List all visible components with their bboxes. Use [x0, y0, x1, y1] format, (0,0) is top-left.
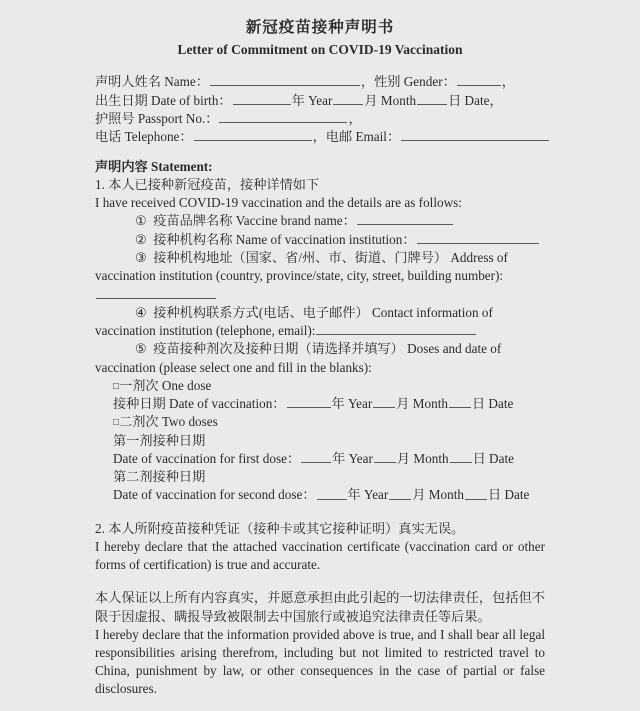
dob-year-input[interactable]	[233, 92, 291, 105]
one-dose-day-input[interactable]	[449, 395, 471, 408]
email-input[interactable]	[401, 128, 549, 141]
two-dose-option[interactable]	[95, 413, 545, 431]
name-label: 声明人姓名 Name：	[95, 74, 209, 90]
email-label: 电邮 Email：	[325, 129, 401, 145]
institution-name-input[interactable]	[417, 231, 539, 244]
detail-item-3-label-chinese: 接种机构地址（国家、省/州、市、街道、门牌号）	[153, 249, 448, 265]
declaration-chinese: 本人保证以上所有内容真实，并愿意承担由此引起的一切法律责任，包括但不限于因虚报、瞒报导致被限制去中国旅行或被追究法律责任等后果。	[95, 590, 545, 624]
detail-item-3-label-english-part2: vaccination institution (country, province/state, city, street, building number):	[95, 268, 504, 284]
detail-item-5-label-chinese: 疫苗接种剂次及接种日期（请选择并填写）	[153, 341, 404, 357]
second-dose-month-unit: 月 Month	[412, 487, 464, 503]
gender-separator: ，	[501, 74, 515, 90]
one-dose-month-unit: 月 Month	[396, 396, 448, 412]
institution-contact-input[interactable]	[316, 322, 476, 335]
detail-item-4-continuation	[95, 322, 545, 340]
detail-item-2-label: 接种机构名称 Name of vaccination institution：	[153, 231, 416, 247]
declaration-english: I hereby declare that the information provided above is true, and I shall bear all legal responsibilities arising therefrom, including but not limited to restricted travel to China, punishment by law, or other consequences in the case of partial or false disclosures.	[95, 626, 545, 697]
page-title-english: Letter of Commitment on COVID-19 Vaccination	[177, 41, 463, 57]
second-dose-date-label: Date of vaccination for second dose：	[113, 487, 316, 503]
page-title-chinese: 新冠疫苗接种声明书	[245, 19, 395, 36]
telephone-label: 电话 Telephone：	[95, 129, 193, 145]
one-dose-label: 一剂次 One dose	[119, 377, 212, 393]
second-dose-day-unit: 日 Date	[487, 487, 530, 503]
detail-item-1	[95, 212, 545, 230]
detail-item-3-continuation	[95, 267, 545, 285]
detail-item-3-label-english-part1: Address of	[450, 249, 508, 265]
second-dose-day-input[interactable]	[465, 486, 487, 499]
one-dose-option[interactable]	[95, 377, 545, 395]
institution-address-input[interactable]	[96, 285, 216, 298]
vaccine-brand-name-input[interactable]	[357, 212, 453, 225]
first-dose-day-input[interactable]	[450, 450, 472, 463]
gender-input[interactable]	[457, 73, 501, 86]
field-row-date-of-birth	[95, 92, 545, 110]
name-input[interactable]	[210, 73, 360, 86]
dob-month-input[interactable]	[333, 92, 363, 105]
detail-item-1-label: 疫苗品牌名称 Vaccine brand name：	[153, 213, 356, 229]
detail-item-5-label-english-part2: vaccination (please select one and fill in the blanks):	[95, 359, 372, 375]
dob-day-input[interactable]	[417, 92, 447, 105]
one-dose-day-unit: 日 Date	[471, 396, 514, 412]
statement-item-2-chinese: 2. 本人所附疫苗接种凭证（接种卡或其它接种证明）真实无误。	[95, 520, 465, 536]
detail-item-3-blank-row	[95, 285, 545, 303]
statement-item-2-english: I hereby declare that the attached vaccination certificate (vaccination card or other forms of certification) is true and accurate.	[95, 538, 545, 573]
two-dose-label: 二剂次 Two doses	[119, 414, 218, 430]
second-dose-year-unit: 年 Year	[347, 487, 389, 503]
field-row-telephone-email	[95, 128, 545, 146]
statement-item-1-english: I have received COVID-19 vaccination and the details are as follows:	[95, 195, 462, 211]
statement-item-1-chinese: 1. 本人已接种新冠疫苗，接种详情如下	[95, 176, 320, 192]
dob-year-unit: 年 Year	[291, 92, 333, 108]
first-dose-month-unit: 月 Month	[396, 450, 449, 466]
passport-input[interactable]	[219, 110, 347, 123]
detail-item-3	[95, 249, 545, 267]
detail-item-4-label-english-part1: Contact information of	[371, 304, 493, 320]
dob-label: 出生日期 Date of birth：	[95, 92, 232, 108]
passport-separator: ，	[348, 111, 362, 126]
first-dose-year-input[interactable]	[301, 450, 331, 463]
first-dose-month-input[interactable]	[374, 450, 396, 463]
detail-item-5	[95, 340, 545, 358]
one-dose-date-row	[95, 395, 545, 413]
circled-number-2-icon: ②	[135, 231, 147, 247]
circled-number-4-icon: ④	[135, 304, 147, 320]
circled-number-1-icon: ①	[135, 213, 147, 229]
dob-separator: ，	[489, 92, 503, 108]
detail-item-4	[95, 304, 545, 322]
name-separator: ，	[360, 74, 375, 90]
statement-heading: 声明内容 Statement:	[95, 158, 213, 174]
telephone-separator: ，	[312, 129, 326, 145]
detail-item-4-label-chinese: 接种机构联系方式(电话、电子邮件）	[153, 304, 369, 320]
detail-item-4-label-english-part2: vaccination institution (telephone, email):	[95, 323, 316, 339]
two-dose-checkbox[interactable]: □	[113, 417, 120, 429]
field-row-name-gender	[95, 73, 545, 91]
gender-label: 性别 Gender：	[374, 74, 456, 90]
one-dose-year-unit: 年 Year	[331, 396, 373, 412]
second-dose-month-input[interactable]	[389, 486, 411, 499]
one-dose-checkbox[interactable]: □	[113, 380, 120, 392]
detail-item-5-label-english-part1: Doses and date of	[407, 341, 502, 357]
first-dose-date-row	[95, 450, 545, 468]
one-dose-month-input[interactable]	[373, 395, 395, 408]
first-dose-day-unit: 日 Date	[472, 450, 514, 466]
circled-number-3-icon: ③	[135, 249, 147, 265]
one-dose-date-label: 接种日期 Date of vaccination：	[113, 396, 286, 412]
detail-item-2	[95, 231, 545, 249]
second-dose-year-input[interactable]	[317, 486, 347, 499]
first-dose-date-heading: 第一剂接种日期	[113, 432, 206, 448]
detail-item-5-continuation	[95, 359, 545, 377]
passport-label: 护照号 Passport No.：	[95, 111, 219, 126]
dob-day-unit: 日 Date	[448, 92, 490, 108]
second-dose-date-heading: 第二剂接种日期	[113, 469, 206, 485]
circled-number-5-icon: ⑤	[135, 341, 147, 357]
field-row-passport	[95, 110, 545, 128]
first-dose-year-unit: 年 Year	[332, 450, 373, 466]
dob-month-unit: 月 Month	[364, 92, 417, 108]
first-dose-date-label: Date of vaccination for first dose：	[113, 450, 301, 466]
one-dose-year-input[interactable]	[287, 395, 331, 408]
second-dose-date-row	[95, 486, 545, 504]
telephone-input[interactable]	[194, 128, 312, 141]
